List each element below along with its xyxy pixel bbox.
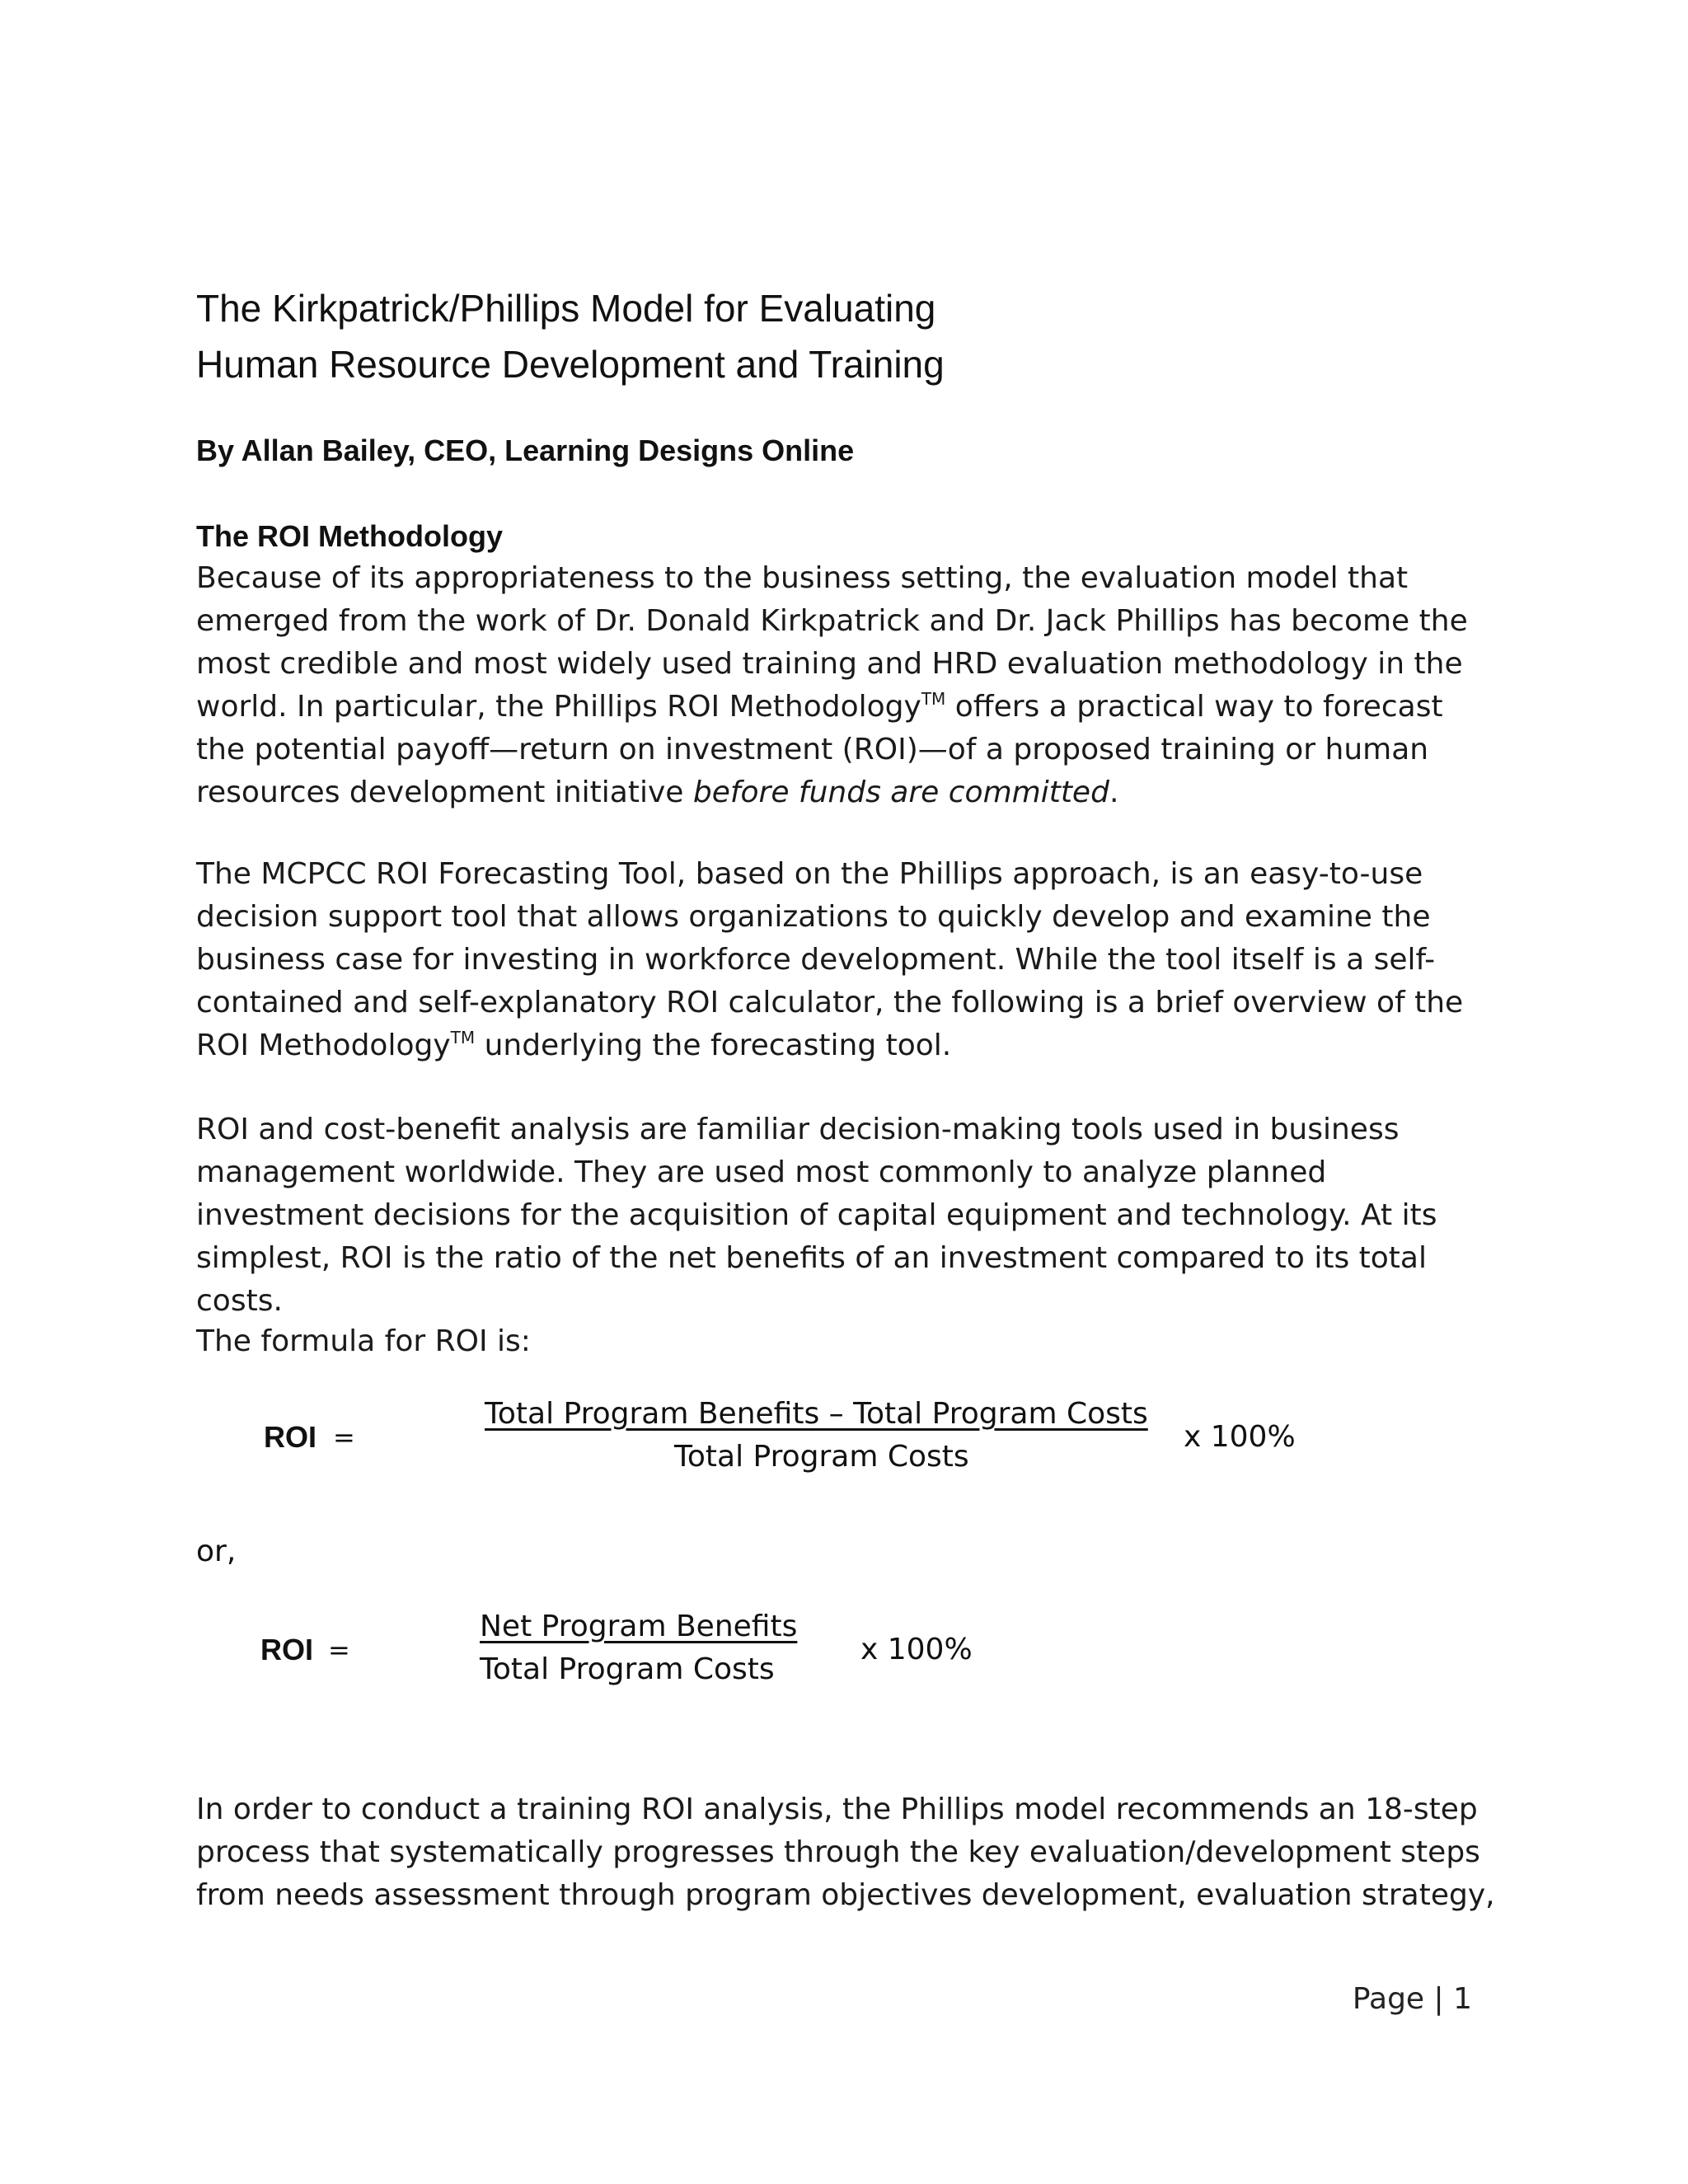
formula-1-denominator: Total Program Costs — [674, 1440, 969, 1474]
paragraph-3: ROI and cost-benefit analysis are familiar decision-making tools used in business management worldwide. They are used most commonly to analyze planned investment decisions for the acquisition of capital equipment and technology. At its simplest, ROI is the ratio of the net benefits of an investment compared to its total costs. — [196, 1113, 1437, 1318]
trademark-mark: TM — [921, 689, 946, 709]
formula-2-denominator: Total Program Costs — [480, 1652, 775, 1686]
section-heading: The ROI Methodology — [196, 519, 503, 553]
formula-2-equals: = — [328, 1634, 350, 1666]
paragraph-5: In order to conduct a training ROI analysis, the Phillips model recommends an 18-step process that systematically progresses through the key evaluation/development steps from needs assessment through program objectives development, evaluation strategy, — [196, 1793, 1495, 1912]
formula-2-multiplier: x 100% — [860, 1633, 973, 1666]
paragraph-1-emphasis: before funds are committed — [692, 776, 1109, 809]
paragraph-2 — [196, 853, 1498, 1067]
document-title — [196, 280, 1482, 392]
formula-2-numerator: Net Program Benefits — [480, 1610, 798, 1643]
author-byline: By Allan Bailey, CEO, Learning Designs Online — [196, 434, 855, 467]
or-connector: or, — [196, 1535, 237, 1568]
page-number-footer: Page | 1 — [1352, 1982, 1472, 2016]
formula-1-equals: = — [333, 1422, 355, 1453]
formula-intro: The formula for ROI is: — [196, 1324, 531, 1358]
paragraph-1-text-b: offers a practical way to forecast the potential payoff—return on investment (ROI)—of a proposed training or human resources development initiative — [196, 690, 1443, 809]
formula-2-label: ROI — [260, 1633, 314, 1666]
formula-1-label: ROI — [264, 1420, 317, 1454]
paragraph-1 — [196, 557, 1498, 814]
formula-1-multiplier: x 100% — [1184, 1420, 1296, 1454]
trademark-mark: TM — [450, 1028, 476, 1047]
formula-1-numerator: Total Program Benefits – Total Program Costs — [485, 1397, 1148, 1431]
paragraph-2-text-b: underlying the forecasting tool. — [475, 1029, 952, 1062]
title-line-2: Human Resource Development and Training — [196, 343, 945, 386]
paragraph-1-end: . — [1109, 776, 1119, 809]
paragraph-2-text-a: The MCPCC ROI Forecasting Tool, based on the Phillips approach, is an easy-to-use decision support tool that allows organizations to quickly develop and examine the business case for investing in workforce development. While the tool itself is a self-contained and self-explanatory ROI calculator, the following is a brief overview of the ROI Methodology — [196, 857, 1464, 1062]
paragraph-1-text-a: Because of its appropriateness to the business setting, the evaluation model that emerged from the work of Dr. Donald Kirkpatrick and Dr. Jack Phillips has become the most credible and most widely used training and HRD evaluation methodology in the world. In particular, the Phillips ROI Methodology — [196, 561, 1468, 724]
title-line-1: The Kirkpatrick/Phillips Model for Evaluating — [196, 287, 936, 330]
